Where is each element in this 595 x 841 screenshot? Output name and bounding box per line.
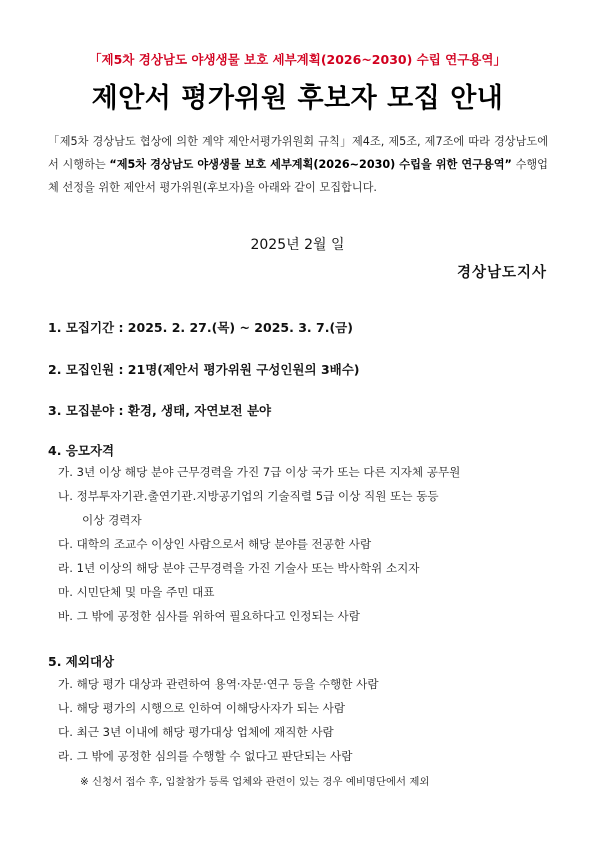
exclusion-note: ※ 신청서 접수 후, 입찰참가 등록 업체와 관련이 있는 경우 예비명단에서 제외 (80, 776, 430, 788)
intro-text-2: 수행업체 선정을 위한 제안서 평가위원(후보자)을 아래와 같이 모집합니다. (48, 158, 548, 194)
section-headcount: 2. 모집인원 : 21명(제안서 평가위원 구성인원의 3배수) (48, 362, 360, 377)
intro-project-name: “제5차 경상남도 야생생물 보호 세부계획(2026~2030) 수립을 위한 연구용역” (109, 158, 512, 171)
qualification-item: 다. 대학의 조교수 이상인 사람으로서 해당 분야를 전공한 사람 (58, 537, 372, 551)
section-exclusions: 5. 제외대상 (48, 654, 115, 669)
section-period: 1. 모집기간 : 2025. 2. 27.(목) ~ 2025. 3. 7.(금) (48, 320, 353, 335)
qualification-item: 마. 시민단체 및 마을 주민 대표 (58, 585, 215, 599)
exclusion-item: 나. 해당 평가의 시행으로 인하여 이해당사자가 되는 사람 (58, 701, 346, 715)
exclusion-item: 가. 해당 평가 대상과 관련하여 용역·자문·연구 등을 수행한 사람 (58, 677, 379, 691)
qualification-item: 가. 3년 이상 해당 분야 근무경력을 가진 7급 이상 국가 또는 다른 지자체 공무원 (58, 465, 461, 479)
project-subtitle: 「제5차 경상남도 야생생물 보호 세부계획(2026~2030) 수립 연구용역」 (89, 52, 506, 67)
section-field: 3. 모집분야 : 환경, 생태, 자연보전 분야 (48, 403, 272, 418)
qualification-item: 바. 그 밖에 공정한 심사를 위하여 필요하다고 인정되는 사람 (58, 609, 360, 623)
exclusion-item: 다. 최근 3년 이내에 해당 평가대상 업체에 재직한 사람 (58, 725, 334, 739)
qualification-item: 라. 1년 이상의 해당 분야 근무경력을 가진 기술사 또는 박사학위 소지자 (58, 561, 420, 575)
section-qualifications: 4. 응모자격 (48, 443, 115, 458)
intro-text-1: 「제5차 경상남도 협상에 의한 계약 제안서평가위원회 규칙」제4조, 제5조, 제7조에 따라 경상남도에서 시행하는 (48, 135, 548, 171)
issuer: 경상남도지사 (456, 265, 547, 281)
exclusion-item: 라. 그 밖에 공정한 심의를 수행할 수 없다고 판단되는 사람 (58, 749, 353, 763)
intro-paragraph (48, 130, 548, 199)
qualification-item: 나. 정부투자기관․출연기관․지방공기업의 기술직렬 5급 이상 직원 또는 동등 (58, 489, 439, 503)
notice-date: 2025년 2월 일 (250, 237, 345, 253)
qualification-item-continued: 이상 경력자 (82, 513, 142, 527)
page-title: 제안서 평가위원 후보자 모집 안내 (91, 83, 504, 114)
